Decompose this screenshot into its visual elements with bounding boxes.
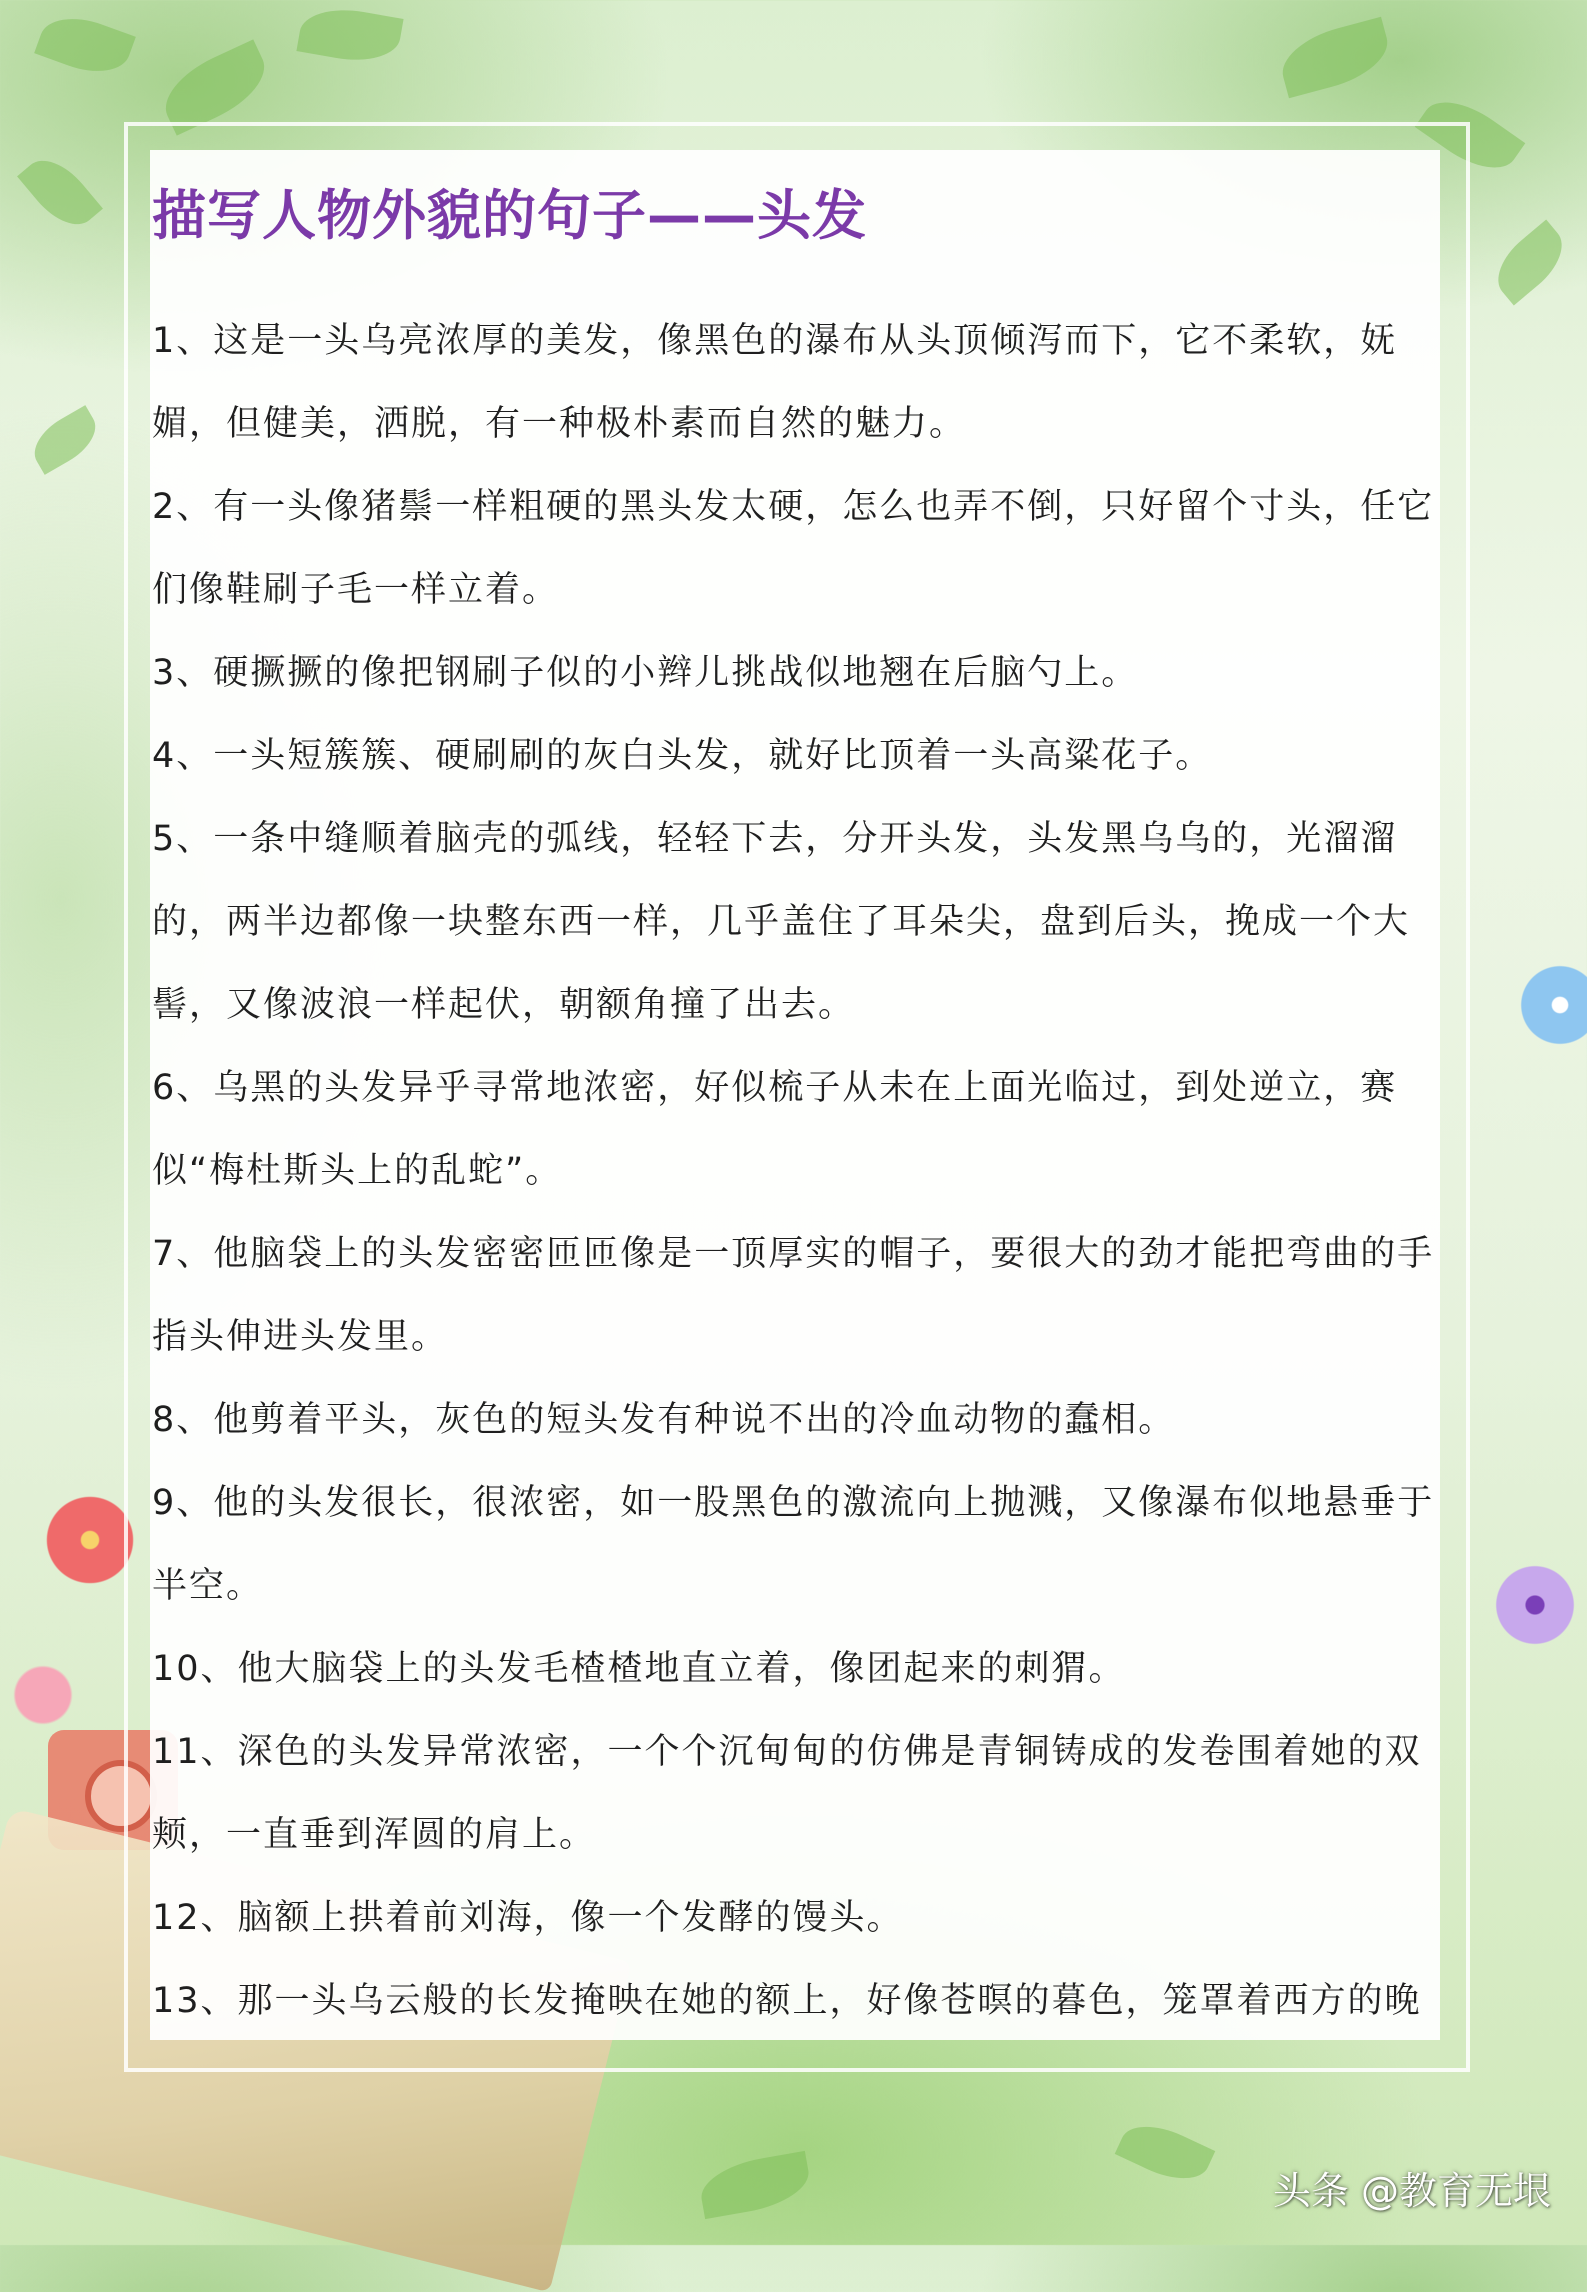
list-item: 4、一头短簇簇、硬刷刷的灰白头发，就好比顶着一头高粱花子。 — [152, 736, 1213, 776]
list-item: 3、硬撅撅的像把钢刷子似的小辫儿挑战似地翘在后脑勺上。 — [152, 653, 1139, 693]
leaf-decoration — [1275, 17, 1395, 99]
page-title: 描写人物外貌的句子——头发 — [152, 184, 867, 247]
leaf-decoration — [1485, 220, 1575, 306]
leaf-decoration — [1115, 2113, 1216, 2192]
list-item: 8、他剪着平头，灰色的短头发有种说不出的冷血动物的蠢相。 — [152, 1400, 1176, 1440]
sentence-list — [152, 300, 1452, 2043]
list-item: 11、深色的头发异常浓密，一个个沉甸甸的仿佛是青铜铸成的发卷围着她的双颊，一直垂到浑圆的肩上。 — [152, 1732, 1422, 1855]
list-item: 13、那一头乌云般的长发掩映在她的额上，好像苍暝的暮色，笼罩着西方的晚 — [152, 1981, 1422, 2021]
list-item: 10、他大脑袋上的头发毛楂楂地直立着，像团起来的刺猬。 — [152, 1649, 1126, 1689]
list-item: 1、这是一头乌亮浓厚的美发，像黑色的瀑布从头顶倾泻而下，它不柔软，妩媚，但健美，洒脱，有一种极朴素而自然的魅力。 — [152, 321, 1398, 444]
list-item: 6、乌黑的头发异乎寻常地浓密，好似梳子从未在上面光临过，到处逆立，赛似“梅杜斯头上的乱蛇”。 — [152, 1068, 1398, 1191]
list-item: 2、有一头像猪鬃一样粗硬的黑头发太硬，怎么也弄不倒，只好留个寸头，任它们像鞋刷子毛一样立着。 — [152, 487, 1435, 610]
list-item: 7、他脑袋上的头发密密匝匝像是一顶厚实的帽子，要很大的劲才能把弯曲的手指头伸进头发里。 — [152, 1234, 1435, 1357]
leaf-decoration — [25, 405, 106, 475]
leaf-decoration — [17, 147, 103, 237]
list-item: 9、他的头发很长，很浓密，如一股黑色的激流向上抛溅，又像瀑布似地悬垂于半空。 — [152, 1483, 1435, 1606]
list-item: 5、一条中缝顺着脑壳的弧线，轻轻下去，分开头发，头发黑乌乌的，光溜溜的，两半边都像一块整东西一样，几乎盖住了耳朵尖，盘到后头，挽成一个大髻，又像波浪一样起伏，朝额角撞了出去。 — [152, 819, 1411, 1025]
leaf-decoration — [34, 6, 136, 84]
leaf-decoration — [296, 2, 403, 69]
list-item: 12、脑额上拱着前刘海，像一个发酵的馒头。 — [152, 1898, 904, 1938]
purple-flower-decoration — [1490, 1560, 1580, 1650]
leaf-decoration — [696, 2151, 813, 2219]
pink-flower-decoration — [8, 1660, 78, 1730]
watermark: 头条 @教育无垠 — [1272, 2169, 1551, 2213]
blue-flower-decoration — [1515, 960, 1587, 1050]
